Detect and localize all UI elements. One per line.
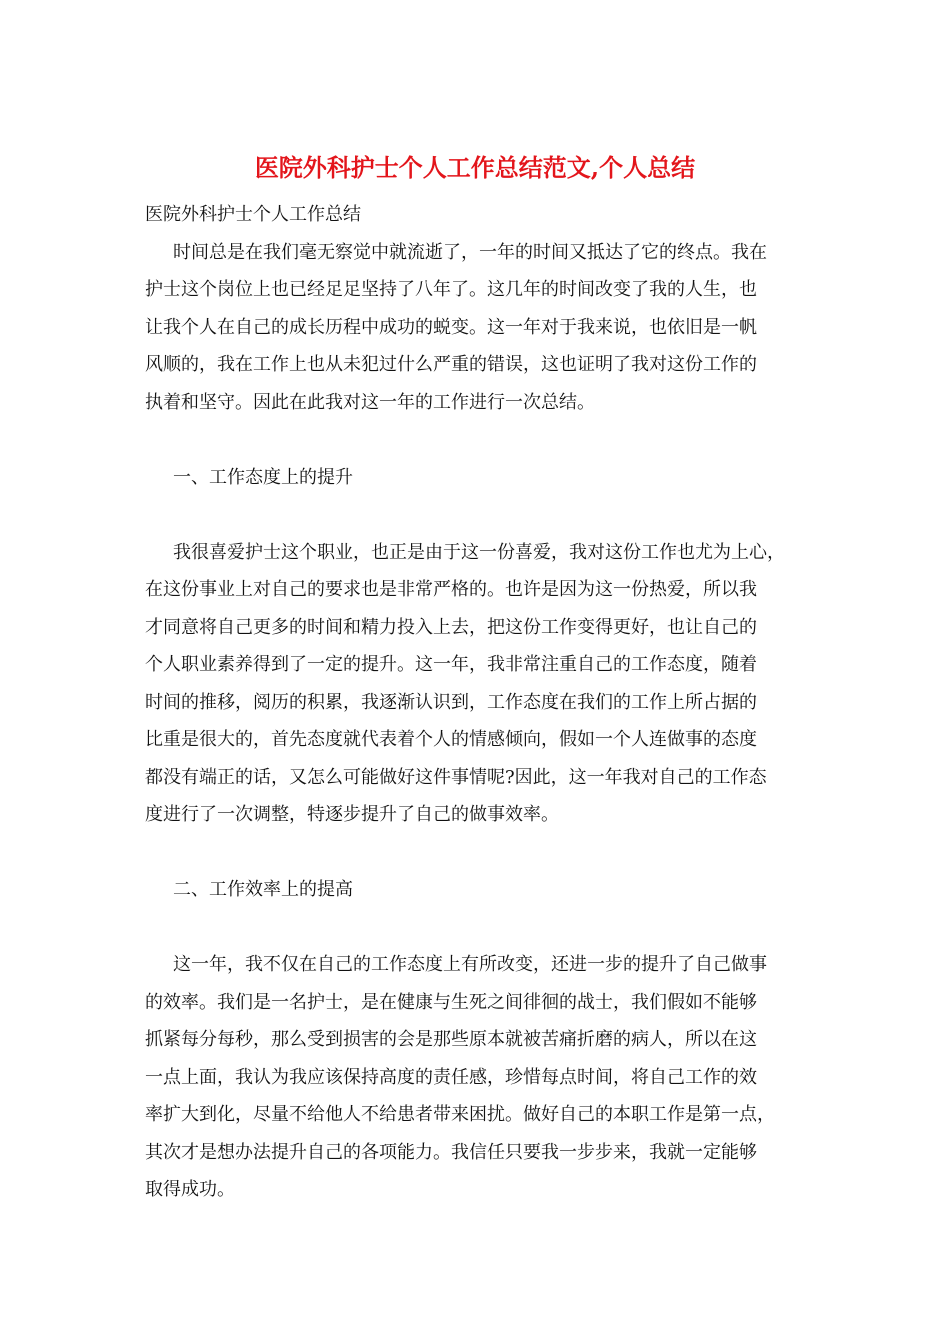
paragraph-line: 让我个人在自己的成长历程中成功的蜕变。这一年对于我来说，也依旧是一帆 <box>145 316 757 338</box>
paragraph-spacer <box>145 834 810 872</box>
paragraph-line: 时间总是在我们毫无察觉中就流逝了，一年的时间又抵达了它的终点。我在 <box>173 241 767 263</box>
paragraph-spacer <box>145 909 810 947</box>
document-subtitle: 医院外科护士个人工作总结 <box>145 204 361 225</box>
paragraph-line: 执着和坚守。因此在此我对这一年的工作进行一次总结。 <box>145 391 595 413</box>
section-heading-efficiency: 二、工作效率上的提高 <box>173 879 353 900</box>
document-body <box>145 196 810 1209</box>
paragraph-line: 度进行了一次调整，特逐步提升了自己的做事效率。 <box>145 804 559 825</box>
paragraph-line: 才同意将自己更多的时间和精力投入上去，把这份工作变得更好，也让自己的 <box>145 616 757 638</box>
paragraph-line: 率扩大到化，尽量不给他人不给患者带来困扰。做好自己的本职工作是第一点， <box>145 1104 775 1125</box>
section-paragraph-attitude <box>145 534 810 834</box>
paragraph-line: 的效率。我们是一名护士，是在健康与生死之间徘徊的战士，我们假如不能够 <box>145 991 757 1013</box>
paragraph-line: 我很喜爱护士这个职业，也正是由于这一份喜爱，我对这份工作也尤为上心， <box>173 541 785 563</box>
paragraph-spacer <box>145 496 810 534</box>
document-title: 医院外科护士个人工作总结范文,个人总结 <box>254 153 696 182</box>
paragraph-line: 时间的推移，阅历的积累，我逐渐认识到，工作态度在我们的工作上所占据的 <box>145 691 757 713</box>
paragraph-line: 护士这个岗位上也已经足足坚持了八年了。这几年的时间改变了我的人生，也 <box>145 279 757 300</box>
paragraph-line: 都没有端正的话，又怎么可能做好这件事情呢?因此，这一年我对自己的工作态 <box>145 766 767 788</box>
paragraph-spacer <box>145 421 810 459</box>
paragraph-line: 风顺的，我在工作上也从未犯过什么严重的错误，这也证明了我对这份工作的 <box>145 354 757 375</box>
paragraph-line: 这一年，我不仅在自己的工作态度上有所改变，还进一步的提升了自己做事 <box>173 954 767 975</box>
paragraph-line: 其次才是想办法提升自己的各项能力。我信任只要我一步步来，我就一定能够 <box>145 1141 757 1163</box>
paragraph-line: 一点上面，我认为我应该保持高度的责任感，珍惜每点时间，将自己工作的效 <box>145 1066 757 1088</box>
paragraph-line: 取得成功。 <box>145 1179 235 1200</box>
paragraph-line: 抓紧每分每秒，那么受到损害的会是那些原本就被苦痛折磨的病人，所以在这 <box>145 1029 757 1050</box>
section-heading-attitude: 一、工作态度上的提升 <box>173 466 353 488</box>
paragraph-line: 个人职业素养得到了一定的提升。这一年，我非常注重自己的工作态度，随着 <box>145 654 757 675</box>
section-paragraph-efficiency <box>145 946 810 1209</box>
paragraph-line: 比重是很大的，首先态度就代表着个人的情感倾向，假如一个人连做事的态度 <box>145 729 757 750</box>
intro-paragraph <box>145 234 810 422</box>
paragraph-line: 在这份事业上对自己的要求也是非常严格的。也许是因为这一份热爱，所以我 <box>145 579 757 600</box>
